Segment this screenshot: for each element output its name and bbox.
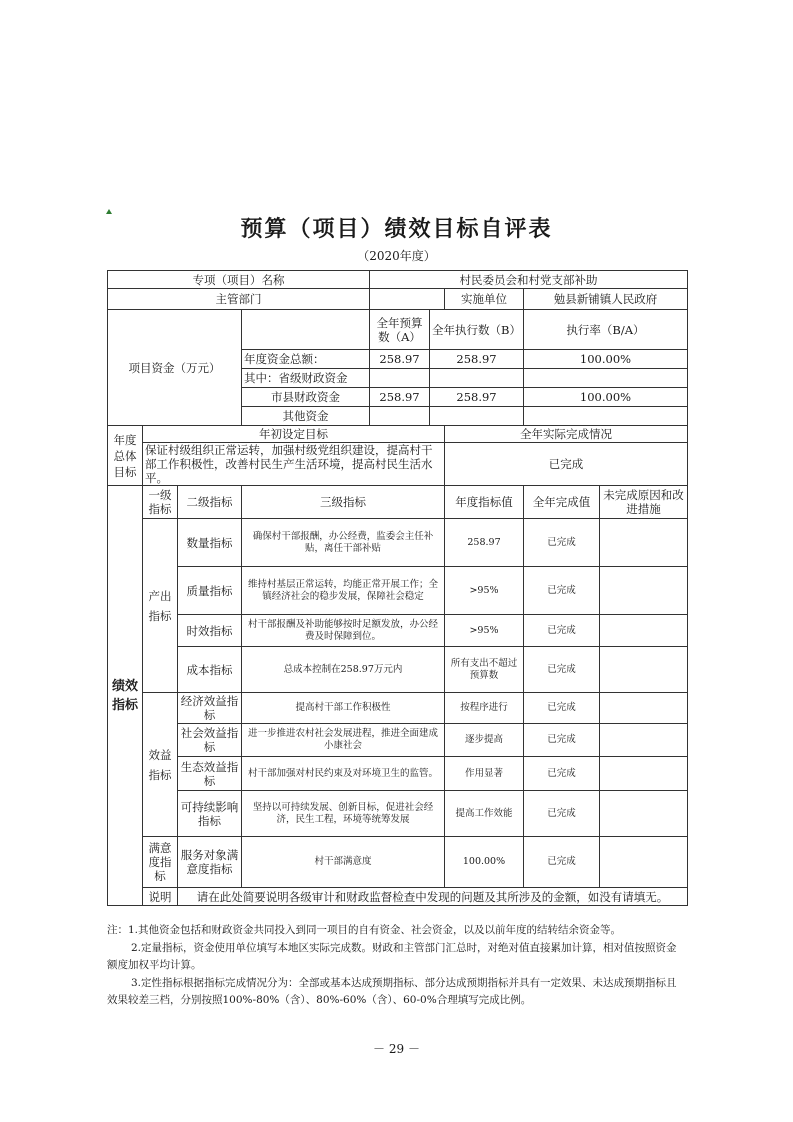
project-name-row xyxy=(108,271,688,289)
level3-indicator: 村干部报酬及补助能够按时足额发放，办公经费及时保障到位。 xyxy=(242,615,445,647)
indicator-row xyxy=(108,757,688,791)
level3-indicator: 进一步推进农村社会发展进程，推进全面建成小康社会 xyxy=(242,724,445,757)
annual-target-value: 逐步提高 xyxy=(445,724,524,757)
fund-rate-value xyxy=(524,407,688,426)
reason-value xyxy=(600,757,688,791)
footnote-1: 注：1.其他资金包括和财政资金共同投入到同一项目的自有资金、社会资金，以及以前年度的结转结余资金等。 xyxy=(107,924,622,936)
annual-goal-label: 年度总体目标 xyxy=(108,426,143,486)
fund-source-name: 其他资金 xyxy=(242,407,370,426)
annual-done-value: 已完成 xyxy=(524,567,600,615)
actual-completion-text: 已完成 xyxy=(445,443,688,486)
annual-done-value: 已完成 xyxy=(524,757,600,791)
funds-header-blank xyxy=(242,310,370,350)
level2-indicator: 质量指标 xyxy=(178,567,242,615)
annual-target-value: 提高工作效能 xyxy=(445,791,524,837)
level3-indicator: 村干部加强对村民约束及对环境卫生的监管。 xyxy=(242,757,445,791)
initial-goal-header: 年初设定目标 xyxy=(143,426,445,443)
execution-column-header: 全年执行数（B） xyxy=(430,310,524,350)
annual-done-value: 已完成 xyxy=(524,519,600,567)
level3-indicator: 总成本控制在258.97万元内 xyxy=(242,647,445,693)
annual-target-value: 按程序进行 xyxy=(445,693,524,724)
annual-done-value: 已完成 xyxy=(524,724,600,757)
level3-indicator: 坚持以可持续发展、创新目标，促进社会经济，民生工程，环境等统筹发展 xyxy=(242,791,445,837)
implementing-unit-label: 实施单位 xyxy=(445,289,524,310)
indicator-row xyxy=(108,647,688,693)
output-indicators-label: 产出指标 xyxy=(143,519,178,693)
indicator-row xyxy=(108,837,688,888)
annual-target-value: 所有支出不超过预算数 xyxy=(445,647,524,693)
indicator-row xyxy=(108,693,688,724)
fund-execution-value xyxy=(430,407,524,426)
goals-header-row xyxy=(108,426,688,443)
evaluation-table xyxy=(107,270,688,906)
level3-indicator: 确保村干部报酬，办公经费，监委会主任补贴，离任干部补贴 xyxy=(242,519,445,567)
budget-column-header: 全年预算数（A） xyxy=(370,310,430,350)
indicator-row xyxy=(108,724,688,757)
project-name-label: 专项（项目）名称 xyxy=(108,271,370,289)
satisfaction-indicators-label: 满意度指标 xyxy=(143,837,178,888)
level3-indicator: 提高村干部工作积极性 xyxy=(242,693,445,724)
fund-budget-value: 258.97 xyxy=(370,388,430,407)
annual-target-value: 100.00% xyxy=(445,837,524,888)
project-name-value: 村民委员会和村党支部补助 xyxy=(370,271,688,289)
annual-target-header: 年度指标值 xyxy=(445,486,524,519)
reason-value xyxy=(600,724,688,757)
indicator-header-row xyxy=(108,486,688,519)
level2-indicator: 经济效益指标 xyxy=(178,693,242,724)
rate-column-header: 执行率（B/A） xyxy=(524,310,688,350)
annual-target-value: 作用显著 xyxy=(445,757,524,791)
fund-budget-value: 258.97 xyxy=(370,350,430,369)
indicator-row xyxy=(108,791,688,837)
reason-value xyxy=(600,837,688,888)
fund-rate-value: 100.00% xyxy=(524,388,688,407)
level3-indicator: 村干部满意度 xyxy=(242,837,445,888)
evaluation-table-wrapper xyxy=(107,270,688,906)
level2-indicator: 社会效益指标 xyxy=(178,724,242,757)
reason-header: 未完成原因和改进措施 xyxy=(600,486,688,519)
level2-indicator: 服务对象满意度指标 xyxy=(178,837,242,888)
fund-execution-value: 258.97 xyxy=(430,388,524,407)
indicator-row xyxy=(108,615,688,647)
report-year: （2020年度） xyxy=(357,249,436,263)
department-label: 主管部门 xyxy=(108,289,370,310)
goals-content-row xyxy=(108,443,688,486)
level2-indicator: 时效指标 xyxy=(178,615,242,647)
level3-indicator-header: 三级指标 xyxy=(242,486,445,519)
level2-indicator-header: 二级指标 xyxy=(178,486,242,519)
reason-value xyxy=(600,615,688,647)
fund-execution-value xyxy=(430,369,524,388)
department-value xyxy=(370,289,445,310)
implementing-unit-value: 勉县新铺镇人民政府 xyxy=(524,289,688,310)
fund-budget-value xyxy=(370,407,430,426)
explanation-row xyxy=(108,888,688,906)
fund-source-name: 市县财政资金 xyxy=(242,388,370,407)
page-number: － 29 － xyxy=(373,1042,420,1056)
performance-indicators-label: 绩效指标 xyxy=(108,486,143,906)
indicator-row xyxy=(108,567,688,615)
page-title: 预算（项目）绩效目标自评表 xyxy=(240,216,553,242)
funds-label: 项目资金（万元） xyxy=(108,310,242,426)
fund-source-name: 其中：省级财政资金 xyxy=(242,369,370,388)
annual-done-value: 已完成 xyxy=(524,837,600,888)
level2-indicator: 成本指标 xyxy=(178,647,242,693)
annual-done-value: 已完成 xyxy=(524,693,600,724)
reason-value xyxy=(600,693,688,724)
reason-value xyxy=(600,567,688,615)
explanation-label: 说明 xyxy=(143,888,178,906)
level2-indicator: 可持续影响指标 xyxy=(178,791,242,837)
department-row xyxy=(108,289,688,310)
indicator-row xyxy=(108,519,688,567)
fund-execution-value: 258.97 xyxy=(430,350,524,369)
reason-value xyxy=(600,519,688,567)
level2-indicator: 数量指标 xyxy=(178,519,242,567)
annual-target-value: >95% xyxy=(445,615,524,647)
footnote-3: 3.定性指标根据指标完成情况分为：全部或基本达成预期指标、部分达成预期指标并具有一定效果、未达成预期指标且效果较差三档，分别按照100%-80%（含）、80%-60%（含）、60-0%合理填写完成比例。 xyxy=(107,977,677,1006)
annual-done-header: 全年完成值 xyxy=(524,486,600,519)
annual-done-value: 已完成 xyxy=(524,647,600,693)
initial-goal-text: 保证村级组织正常运转，加强村级党组织建设，提高村干部工作积极性，改善村民生产生活环境，提高村民生活水平。 xyxy=(143,443,445,486)
reason-value xyxy=(600,791,688,837)
annual-done-value: 已完成 xyxy=(524,615,600,647)
level3-indicator: 维持村基层正常运转，均能正常开展工作；全镇经济社会的稳步发展，保障社会稳定 xyxy=(242,567,445,615)
funds-header-row xyxy=(108,310,688,350)
fund-source-name: 年度资金总额： xyxy=(242,350,370,369)
actual-completion-header: 全年实际完成情况 xyxy=(445,426,688,443)
annual-target-value: >95% xyxy=(445,567,524,615)
level2-indicator: 生态效益指标 xyxy=(178,757,242,791)
explanation-text: 请在此处简要说明各级审计和财政监督检查中发现的问题及其所涉及的金额，如没有请填无。 xyxy=(178,888,688,906)
annual-target-value: 258.97 xyxy=(445,519,524,567)
fund-rate-value: 100.00% xyxy=(524,350,688,369)
fund-rate-value xyxy=(524,369,688,388)
fund-budget-value xyxy=(370,369,430,388)
benefit-indicators-label: 效益指标 xyxy=(143,693,178,837)
annual-done-value: 已完成 xyxy=(524,791,600,837)
level1-indicator-header: 一级指标 xyxy=(143,486,178,519)
reason-value xyxy=(600,647,688,693)
footnote-2: 2.定量指标，资金使用单位填写本地区实际完成数。财政和主管部门汇总时，对绝对值直接累加计算，相对值按照资金额度加权平均计算。 xyxy=(107,942,677,971)
